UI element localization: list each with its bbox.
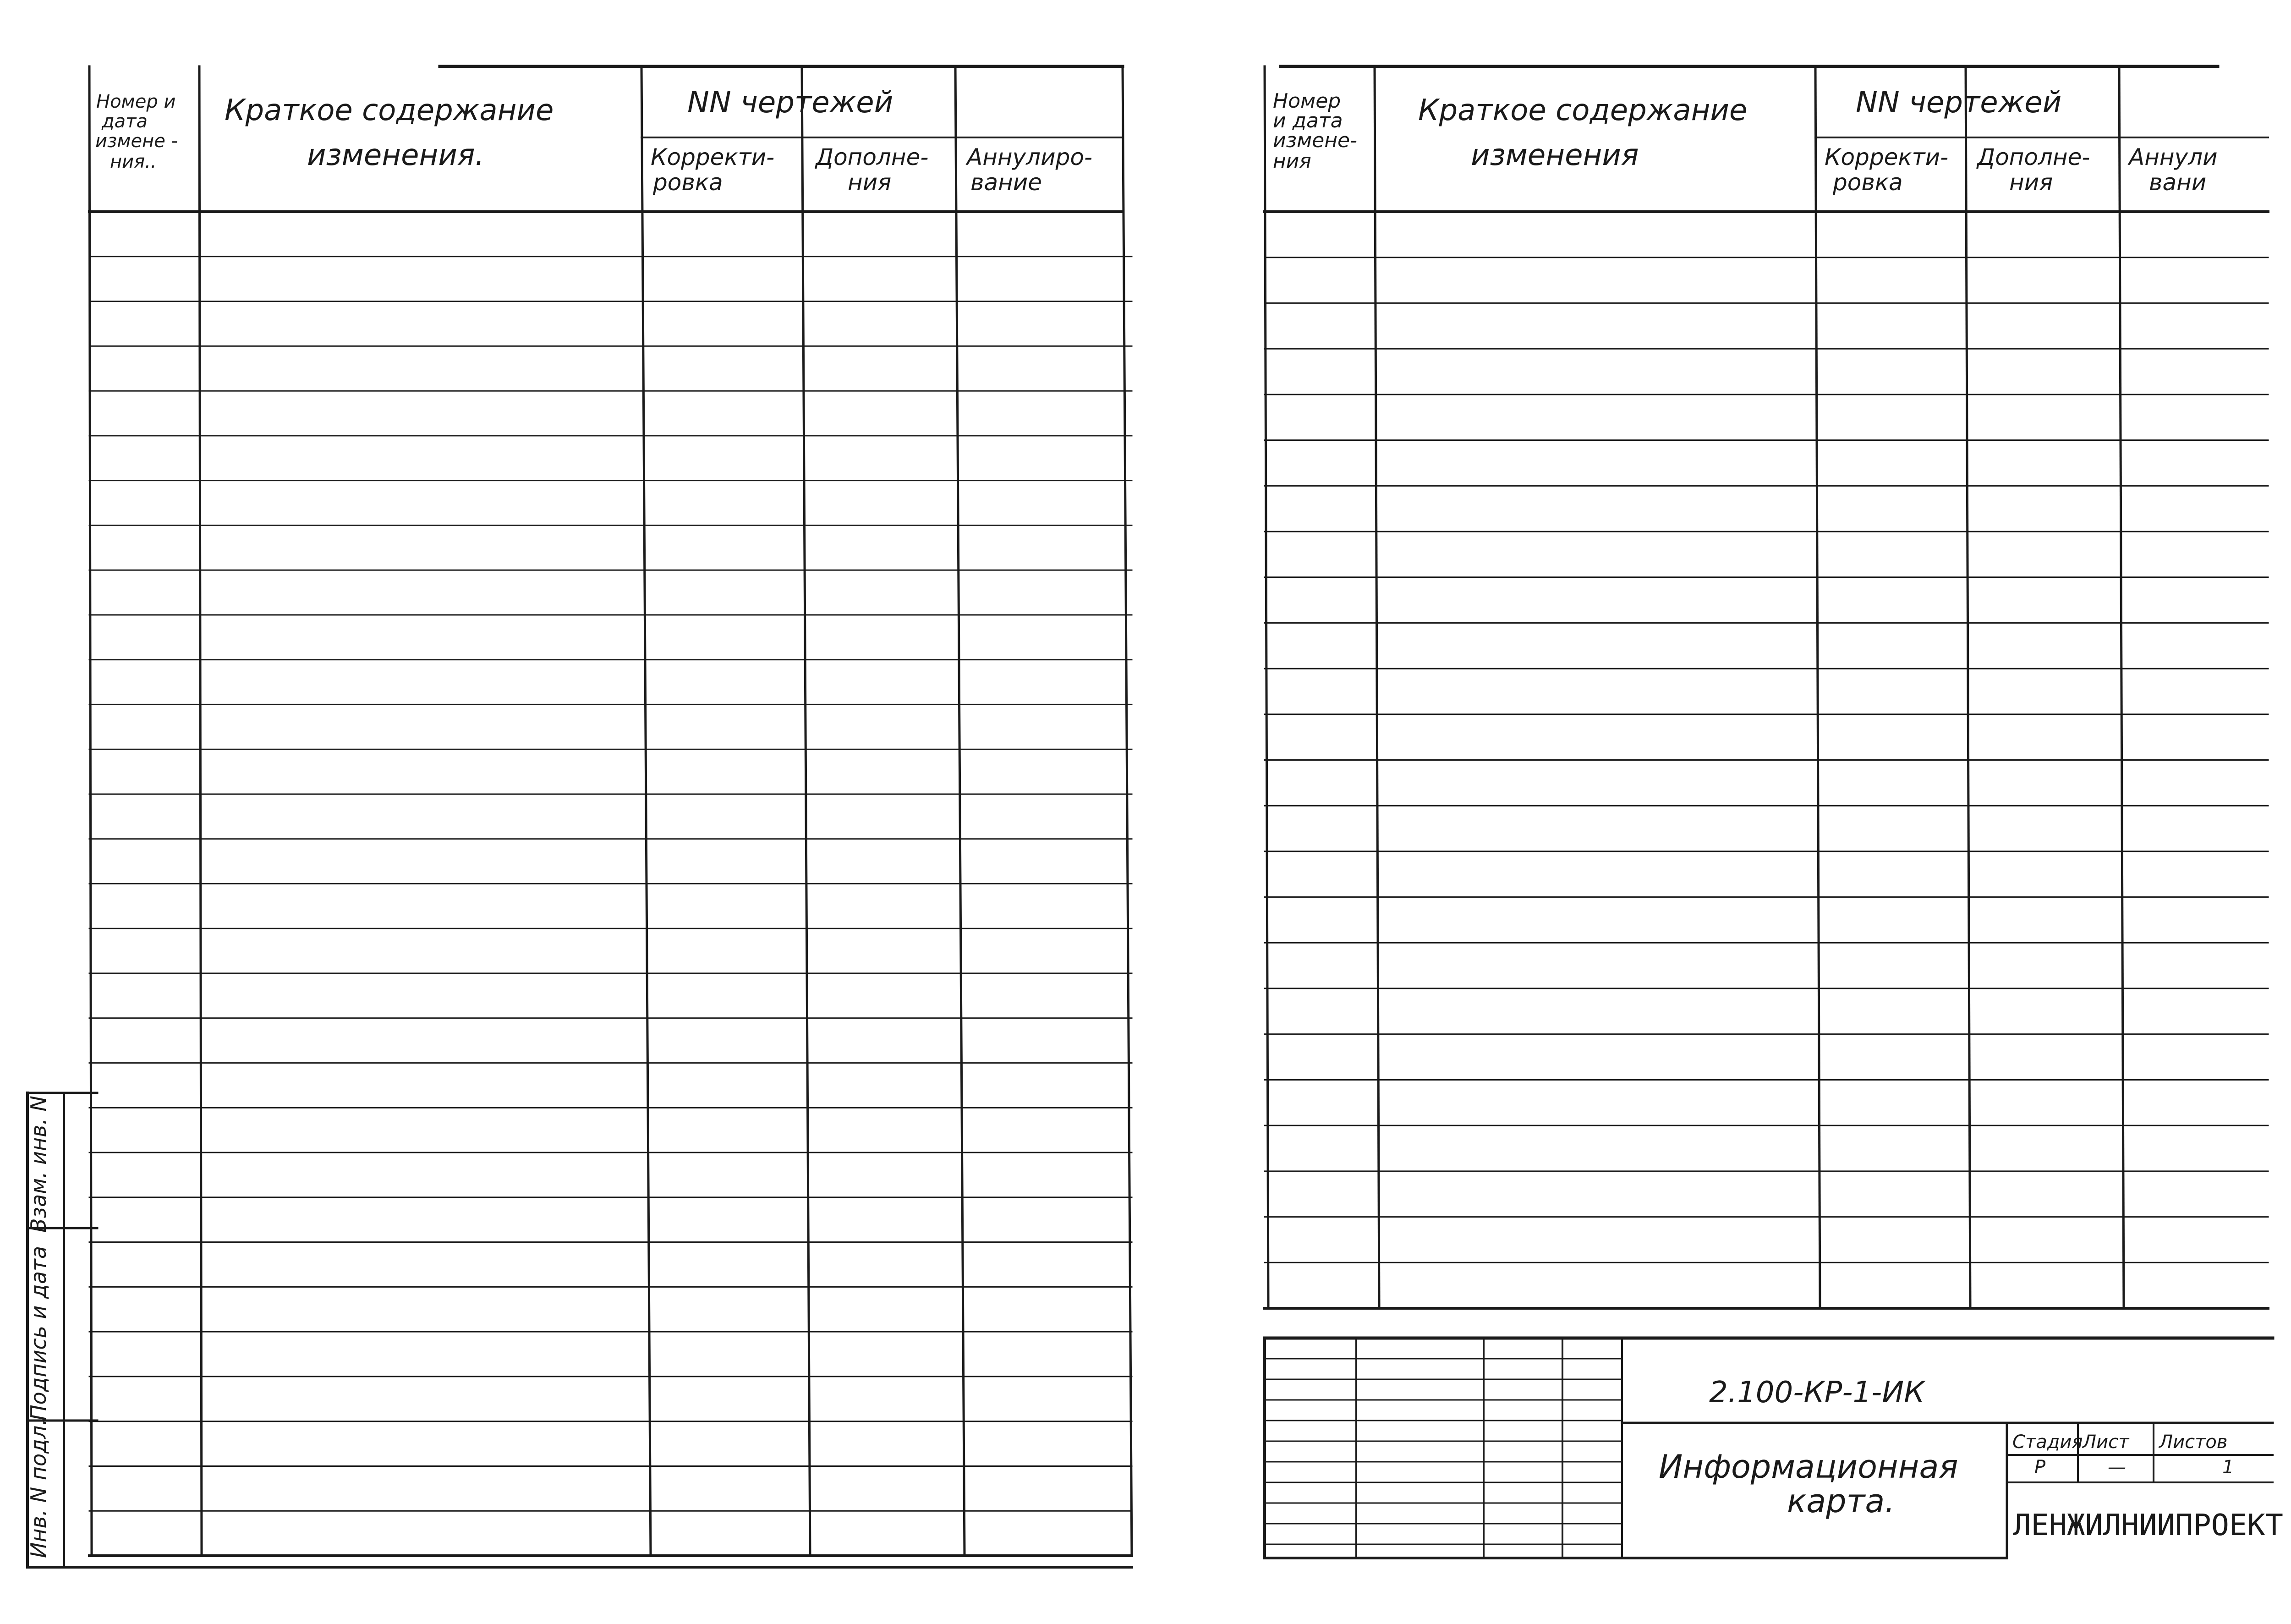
sheets-value: 1 [2222, 1457, 2234, 1478]
left-header-summary: Краткое содержание изменения. [225, 93, 554, 172]
column-divider-line [1966, 66, 1970, 1308]
right-header-drawings: NN чертежей [1856, 86, 2062, 120]
right-header-summary: Краткое содержание изменения [1418, 93, 1748, 172]
doc-code: 2.100-КР-1-ИК [1709, 1376, 1925, 1410]
right-header-correction: Корректи- ровка [1825, 144, 1949, 196]
right-header-additions: Дополне- ния [1977, 144, 2090, 196]
left-table-header [95, 86, 1100, 196]
left-header-drawings: NN чертежей [687, 86, 893, 120]
column-divider-line [2119, 66, 2124, 1308]
left-header-additions: Дополне- ния [816, 144, 929, 196]
right-header-annulment: Аннули вани [2129, 144, 2218, 196]
sheets-label: Листов [2159, 1432, 2228, 1453]
margin-label-inv-no-sub: Инв. N подл. [26, 1419, 51, 1558]
left-header-correction: Корректи- ровка [651, 144, 775, 196]
column-divider-line [1265, 66, 1268, 1308]
margin-labels [26, 1096, 51, 1558]
organization-name: ЛЕНЖИЛНИИПРОЕКТ [2013, 1509, 2283, 1542]
margin-label-replace-inv: Взам. инв. N [26, 1096, 51, 1233]
column-divider-line [1815, 66, 1820, 1308]
left-header-annulment: Аннулиро- вание [967, 144, 1092, 196]
column-divider-line [1375, 66, 1379, 1308]
title-block [1659, 1376, 2283, 1542]
stage-value: Р [2034, 1457, 2046, 1478]
doc-title: Информационная карта. [1659, 1448, 1958, 1520]
sheet-value: — [2108, 1457, 2126, 1478]
stage-label: Стадия [2012, 1432, 2083, 1453]
margin-label-sign-date: Подпись и дата [26, 1245, 51, 1421]
left-header-number-date: Номер и дата измене - ния.. [95, 91, 178, 172]
right-table-header [1273, 86, 2225, 196]
right-header-number-date: Номер и дата измене- ния [1273, 89, 1357, 173]
sheet-label: Лист [2083, 1432, 2129, 1453]
